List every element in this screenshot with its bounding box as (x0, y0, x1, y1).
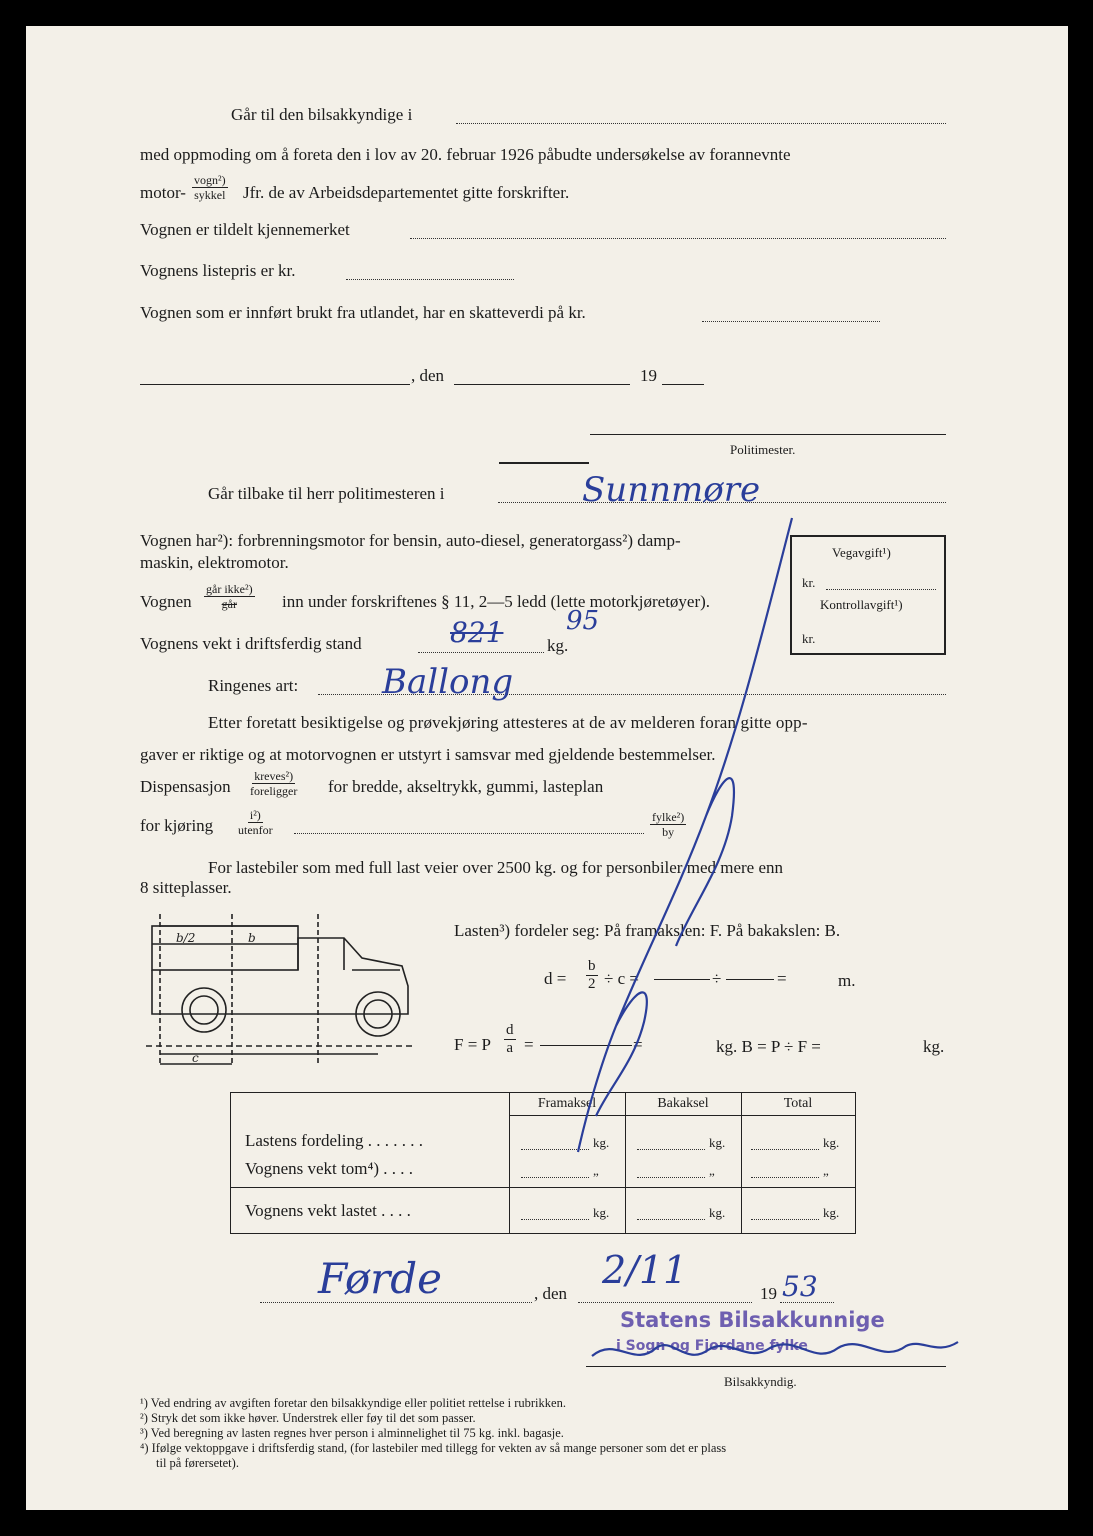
truck-label-b: b (248, 931, 256, 945)
truck-diagram (138, 914, 428, 1084)
table-col-divider-1 (509, 1093, 510, 1233)
kg-b-formula: kg. B = P ÷ F = (716, 1037, 821, 1056)
row-lastens-fordeling: Lastens fordeling . . . . . . . (245, 1131, 423, 1150)
a-fraction-den: a (506, 1040, 514, 1056)
bilsakkyndige-field[interactable] (456, 123, 946, 124)
row-vekt-tom: Vognens vekt tom⁴) . . . . (245, 1159, 414, 1178)
ringenes-label: Ringenes art: (208, 676, 299, 695)
div-sign: ÷ (712, 969, 722, 988)
oppmoding-text: med oppmoding om å foreta den i lov av 20. februar 1926 påbudte undersøkelse av forannevnte (140, 145, 791, 164)
dispensasjon-text: for bredde, akseltrykk, gummi, lasteplan (328, 777, 604, 796)
cell-lastens-fram-unit: kg. (593, 1135, 610, 1150)
footnote-3: ³) Ved beregning av lasten regnes hver person i alminnelighet til 75 kg. inkl. bagasje. (140, 1426, 564, 1440)
cell-lastet-bak-unit: kg. (709, 1205, 726, 1220)
lastebiler-line1: For lastebiler som med full last veier over 2500 kg. og for personbiler med mere enn (208, 858, 784, 877)
b-kg-unit: kg. (923, 1037, 945, 1056)
header-framaksel: Framaksel (537, 1096, 597, 1111)
truck-label-b2: b/2 (176, 931, 196, 945)
fylke-fraction-num: fylke²) (652, 810, 685, 824)
kjennemerke-label: Vognen er tildelt kjennemerket (140, 220, 350, 239)
vegavgift-kr: kr. (802, 575, 816, 590)
c-part: ÷ c = (604, 969, 639, 988)
vekt-label: Vognens vekt i driftsferdig stand (140, 634, 362, 653)
truck-front-wheel (182, 988, 226, 1032)
section-divider (499, 462, 589, 464)
cell-lastens-bak-unit: kg. (709, 1135, 726, 1150)
cell-lastens-total-unit: kg. (823, 1135, 840, 1150)
handwritten-sted: Sunnmøre (582, 470, 761, 510)
gar-fraction (204, 582, 255, 611)
handwritten-vekt: 95 (566, 606, 600, 636)
d-over-a-fraction (504, 1022, 516, 1057)
d-formula-label: d = (544, 969, 567, 988)
sign-year-label: 19 (760, 1284, 777, 1303)
dispensasjon-fraction-den: foreligger (250, 784, 298, 798)
cell-tom-bak[interactable] (637, 1177, 705, 1178)
kjoring-prefix: for kjøring (140, 816, 214, 835)
skatteverdi-label: Vognen som er innført brukt fra utlandet, har en skatteverdi på kr. (140, 303, 586, 322)
gar-text: inn under forskriftenes § 11, 2—5 ledd (lette motorkjøretøyer). (282, 592, 711, 611)
dispensasjon-fraction-num: kreves²) (254, 769, 294, 783)
row-vekt-lastet: Vognens vekt lastet . . . . (245, 1201, 411, 1220)
gar-fraction-num: går ikke²) (206, 582, 253, 596)
kjoring-fraction (238, 808, 273, 837)
handwritten-ringer: Ballong (382, 662, 514, 702)
listepris-field[interactable] (346, 279, 514, 280)
bilsakkyndig-label: Bilsakkyndig. (724, 1374, 797, 1389)
kontrollavgift-label: Kontrollavgift¹) (820, 597, 903, 612)
motor-text: Jfr. de av Arbeidsdepartementet gitte forskrifter. (243, 183, 570, 202)
kjoring-fraction-num: i²) (249, 808, 261, 822)
skatteverdi-field[interactable] (702, 321, 880, 322)
politimester-label: Politimester. (730, 442, 796, 457)
f-eq-2: = (633, 1035, 643, 1054)
cell-lastet-fram-unit: kg. (593, 1205, 610, 1220)
signature-scribble (586, 1326, 966, 1376)
b-fraction-den: 2 (588, 976, 596, 992)
vognen-har-line1: Vognen har²): forbrenningsmotor for bensin, auto-diesel, generatorgass²) damp- (140, 531, 681, 550)
m-unit: m. (838, 971, 856, 990)
kjoring-fraction-den: utenfor (238, 823, 273, 837)
f-eq-1: = (524, 1035, 534, 1054)
footnote-2: ²) Stryk det som ikke høver. Understrek eller føy til det som passer. (140, 1411, 476, 1425)
place-field-1[interactable] (140, 384, 410, 385)
handwritten-vekt-struck: 821 (450, 616, 504, 649)
header-total: Total (783, 1096, 813, 1111)
motor-fraction-num: vogn²) (194, 173, 226, 187)
year-label-1: 19 (640, 366, 657, 385)
motor-fraction (192, 173, 228, 202)
b-fraction-num: b (588, 958, 596, 974)
lastebiler-line2: 8 sitteplasser. (140, 878, 232, 897)
cell-tom-fram-unit: „ (593, 1163, 599, 1178)
dispensasjon-prefix: Dispensasjon (140, 777, 231, 796)
motor-prefix: motor- (140, 183, 186, 202)
lasten-text: Lasten³) fordeler seg: På framakslen: F. På bakakslen: B. (454, 921, 841, 940)
stamp-line1: Statens Bilsakkunnige (620, 1308, 885, 1332)
year-field-1[interactable] (662, 384, 704, 385)
gar-fraction-den: går (221, 597, 237, 611)
cell-lastet-fram[interactable] (521, 1219, 589, 1220)
eq-sign: = (777, 969, 787, 988)
footnote-4-cont: til på førersetet). (156, 1456, 239, 1470)
footnote-4: ⁴) Ifølge vektoppgave i driftsferdig stand, (for lastebiler med tillegg for vekten av så mange personer som det er plass (140, 1441, 727, 1455)
bilsakkyndige-label: Går til den bilsakkyndige i (231, 105, 413, 124)
etter-line1: Etter foretatt besiktigelse og prøvekjøring attesteres at de av melderen foran gitte opp- (208, 713, 808, 732)
cell-lastet-total[interactable] (751, 1219, 819, 1220)
listepris-label: Vognens listepris er kr. (140, 261, 296, 280)
handwritten-year: 53 (782, 1270, 818, 1303)
dispensasjon-fraction (250, 769, 297, 798)
d-fraction-num: d (506, 1022, 514, 1038)
vegavgift-field[interactable] (826, 589, 936, 590)
truck-label-c: c (192, 1051, 199, 1065)
cell-tom-total[interactable] (751, 1177, 819, 1178)
date-field-1[interactable] (454, 384, 630, 385)
handwritten-date: 2/11 (602, 1248, 688, 1292)
cell-tom-fram[interactable] (521, 1177, 589, 1178)
f-formula-label: F = P (454, 1035, 491, 1054)
kontrollavgift-kr: kr. (802, 631, 816, 646)
cell-lastet-total-unit: kg. (823, 1205, 840, 1220)
cell-tom-bak-unit: „ (709, 1163, 715, 1178)
footnote-1: ¹) Ved endring av avgiften foretar den bilsakkyndige eller politiet rettelse i rubrikken. (140, 1396, 566, 1410)
vegavgift-label: Vegavgift¹) (832, 545, 891, 560)
politimester-signature-line[interactable] (590, 434, 946, 435)
avgift-box (790, 535, 946, 655)
table-row-divider (231, 1187, 855, 1188)
diagonal-signature (526, 516, 806, 1156)
sign-den-label: , den (534, 1284, 568, 1303)
vekt-kg: kg. (547, 636, 569, 655)
cell-lastet-bak[interactable] (637, 1219, 705, 1220)
tilbake-label: Går tilbake til herr politimesteren i (208, 484, 445, 503)
vognen-har-line2: maskin, elektromotor. (140, 553, 289, 572)
motor-fraction-den: sykkel (194, 188, 226, 202)
cell-tom-total-unit: „ (823, 1163, 829, 1178)
document-page (26, 26, 1068, 1510)
bilsakkyndig-signature-line[interactable] (586, 1366, 946, 1367)
sign-date-field[interactable] (578, 1302, 752, 1303)
truck-cargo-bed (152, 926, 298, 970)
etter-line2: gaver er riktige og at motorvognen er utstyrt i samsvar med gjeldende bestemmelser. (140, 745, 716, 764)
den-label-1: , den (411, 366, 445, 385)
kjennemerke-field[interactable] (410, 238, 946, 239)
handwritten-place: Førde (318, 1254, 442, 1303)
gar-prefix: Vognen (140, 592, 192, 611)
stamp-line2: i Sogn og Fjordane fylke (616, 1338, 808, 1354)
fylke-fraction-den: by (662, 825, 675, 839)
header-bakaksel: Bakaksel (657, 1096, 709, 1111)
